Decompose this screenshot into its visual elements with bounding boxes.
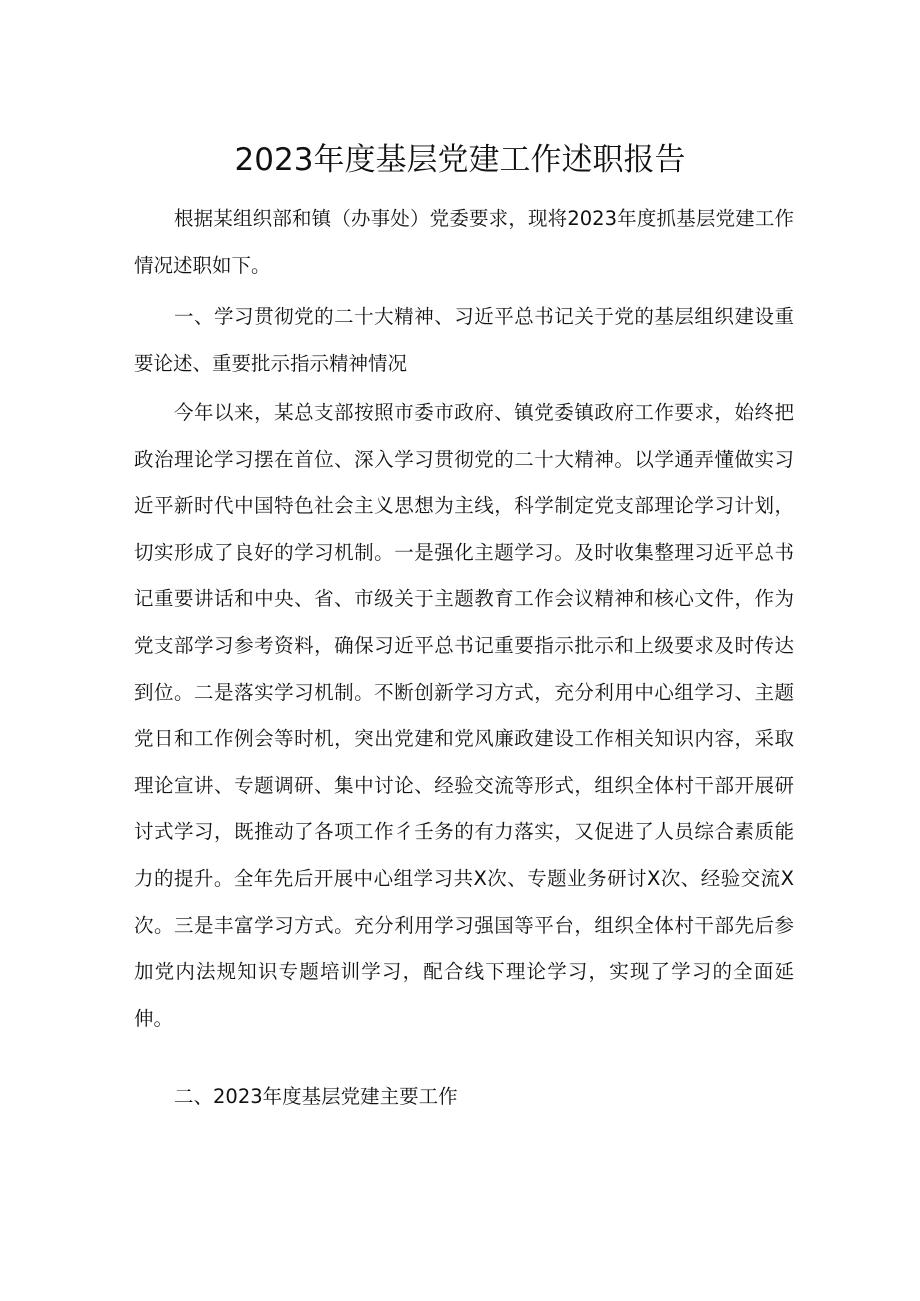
section-2-heading: 二、2023年度基层党建主要工作 (174, 1085, 458, 1108)
section-1-heading: 一、学习贯彻党的二十大精神、习近平总书记关于党的基层组织建设重要论述、重要批示指示精神情况 (134, 305, 794, 375)
document-title: 2023年度基层党建工作述职报告 (234, 142, 686, 178)
section-1-body: 今年以来，某总支部按照市委市政府、镇党委镇政府工作要求，始终把政治理论学习摆在首位、深入学习贯彻党的二十大精神。以学通弄懂做实习近平新时代中国特色社会主义思想为主线，科学制定党支部理论学习计划，切实形成了良好的学习机制。一是强化主题学习。及时收集整理习近平总书记重要讲话和中央、省、市级关于主题教育工作会议精神和核心文件，作为党支部学习参考资料，确保习近平总书记重要指示批示和上级要求及时传达到位。二是落实学习机制。不断创新学习方式，充分利用中心组学习、主题党日和工作例会等时机，突出党建和党风廉政建设工作相关知识内容，采取理论宣讲、专题调研、集中讨论、经验交流等形式，组织全体村干部开展研讨式学习，既推动了各项工作彳壬务的有力落实，又促进了人员综合素质能力的提升。全年先后开展中心组学习共X次、专题业务研讨X次、经验交流X次。三是丰富学习方式。充分利用学习强国等平台，组织全体村干部先后参加党内法规知识专题培训学习，配合线下理论学习，实现了学习的全面延伸。 (134, 401, 794, 1030)
intro-paragraph: 根据某组织部和镇（办事处）党委要求，现将2023年度抓基层党建工作情况述职如下。 (134, 207, 794, 277)
